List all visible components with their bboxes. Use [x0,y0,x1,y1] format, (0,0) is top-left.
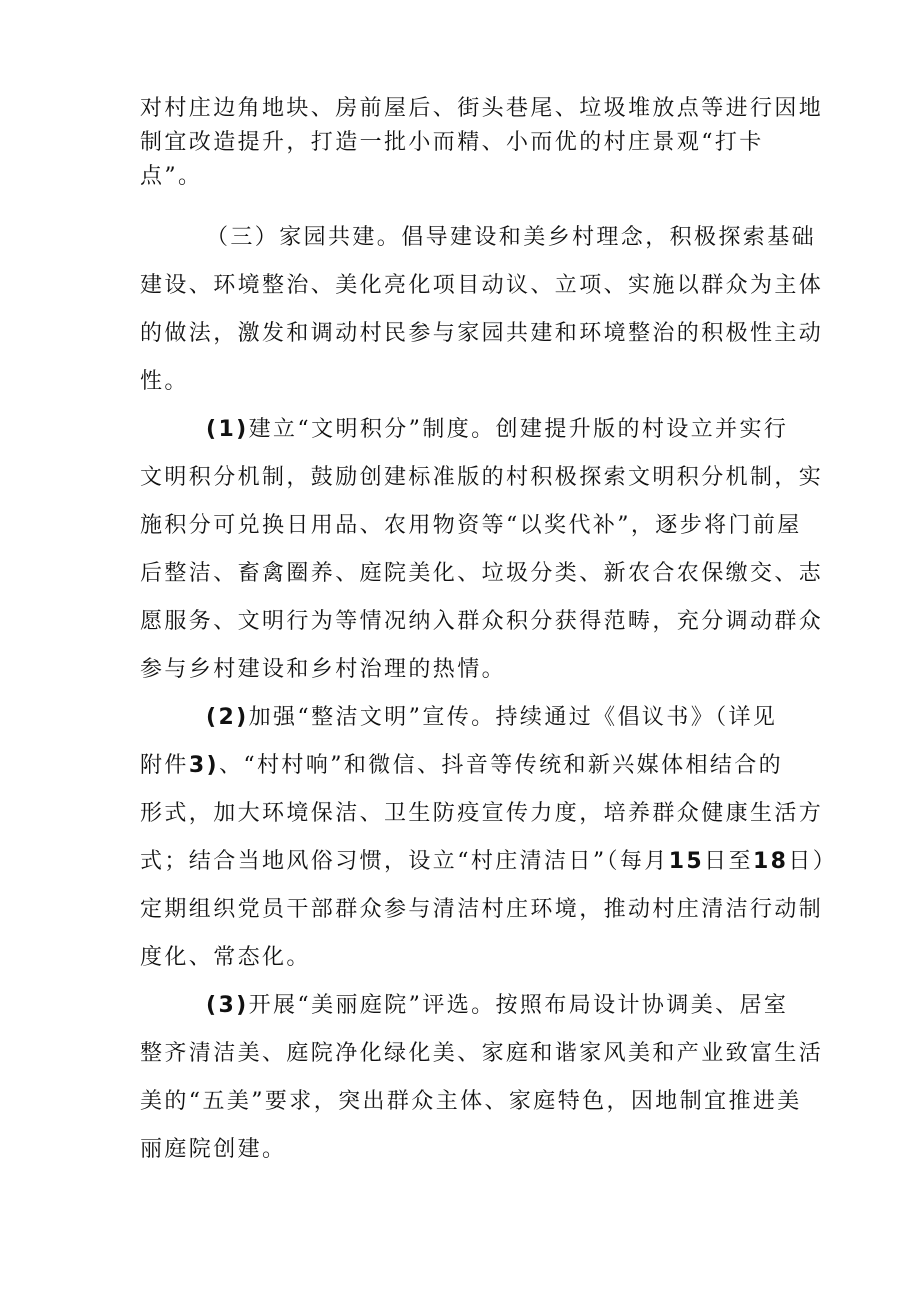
text-line: 整齐清洁美、庭院净化绿化美、家庭和谐家风美和产业致富生活 [140,1041,824,1066]
text-line: 文明积分机制，鼓励创建标准版的村积极探索文明积分机制，实 [140,465,824,490]
text-line [140,694,786,742]
paragraph-item-2 [140,694,838,982]
text-line: 愿服务、文明行为等情况纳入群众积分获得范畴，充分调动群众 [140,609,824,634]
text-line: 美的“五美”要求，突出群众主体、家庭特色，因地制宜推进美 [140,1089,802,1114]
text-segment: 建立“文明积分”制度。创建提升版的村设立并实行 [248,417,789,442]
paragraph-intro [140,92,824,194]
text-segment: 式；结合当地风俗习惯，设立“村庄清洁日”（每月 [140,849,669,874]
text-line: 后整洁、畜禽圈养、庭院美化、垃圾分类、新农合农保缴交、志 [140,561,824,586]
item-marker: (1) [206,417,249,442]
text-segment: 、“村村响”和微信、抖音等传统和新兴媒体相结合的 [218,753,784,778]
item-marker: (2) [206,705,249,730]
paragraph-item-1 [140,406,824,694]
text-line: 点”。 [140,164,203,189]
text-line: 丽庭院创建。 [140,1137,287,1162]
text-segment: 附件 [140,753,189,778]
paragraph-section-3 [140,214,824,406]
date-number: 15 [668,849,705,874]
text-segment: 开展“美丽庭院”评选。按照布局设计协调美、居室 [248,993,789,1018]
text-segment: 加强“整洁文明”宣传。持续通过《倡议书》（详见 [248,705,778,730]
attachment-number: 3) [188,753,219,778]
text-line: 定期组织党员干部群众参与清洁村庄环境，推动村庄清洁行动制 [140,897,824,922]
text-line [140,982,789,1030]
text-line: 的做法，激发和调动村民参与家园共建和环境整治的积极性主动 [140,321,824,346]
text-line: 性。 [140,369,189,394]
text-segment: 日） [788,849,838,874]
paragraph-item-3 [140,982,824,1174]
text-line [140,838,838,886]
text-line [140,406,789,454]
date-number: 18 [752,849,789,874]
text-line [140,742,786,790]
text-line: 制宜改造提升，打造一批小而精、小而优的村庄景观“打卡 [140,130,764,155]
item-marker: (3) [206,993,249,1018]
text-line: 形式，加大环境保洁、卫生防疫宣传力度，培养群众健康生活方 [140,801,824,826]
text-line: 度化、常态化。 [140,945,311,970]
text-line: 对村庄边角地块、房前屋后、街头巷尾、垃圾堆放点等进行因地 [140,96,824,121]
text-line: 建设、环境整治、美化亮化项目动议、立项、实施以群众为主体 [140,273,824,298]
text-segment: 日至 [704,849,753,874]
text-line: 参与乡村建设和乡村治理的热情。 [140,657,507,682]
document-body [140,92,838,1174]
text-line: 施积分可兑换日用品、农用物资等“以奖代补”，逐步将门前屋 [140,513,802,538]
text-line: （三）家园共建。倡导建设和美乡村理念，积极探索基础 [206,225,817,250]
